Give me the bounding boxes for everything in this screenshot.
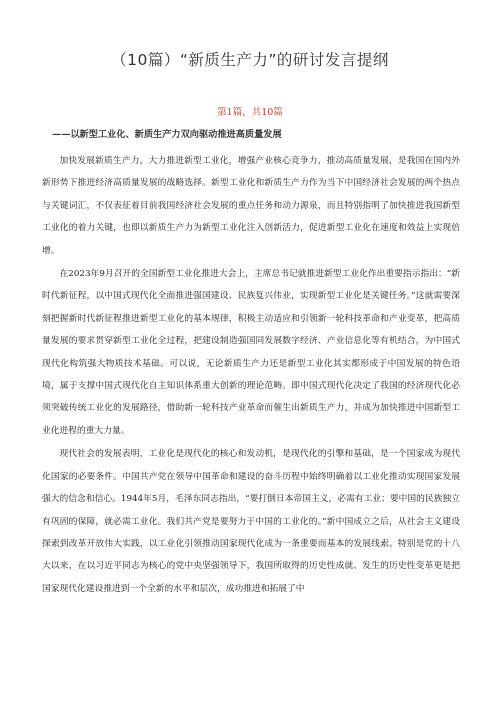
section-number: 第1篇，共10篇 bbox=[217, 107, 283, 118]
section-subtitle: ——以新型工业化、新质生产力双向驱动推进高质量发展 bbox=[52, 129, 282, 140]
document-body bbox=[42, 150, 460, 600]
document-title: （10篇）“新质生产力”的研讨发言提纲 bbox=[111, 51, 389, 69]
paragraph: 加快发展新质生产力，大力推进新型工业化，增强产业核心竞争力，推动高质量发展，是我国在国内外新形势下推进经济高质量发展的战略选择。新型工业化和新质生产力作为当下中国经济社会发展的两个热点与关键词汇，不仅表征着目前我国经济社会发展的重点任务和动力源泉，而且特别指明了加快推进我国新型工业化的着力关键，也即以新质生产力为新型工业化注入创新活力，促进新型工业化在速度和效益上实现倍增。 bbox=[42, 156, 460, 256]
paragraph: 在2023年9月召开的全国新型工业化推进大会上，主席总书记就推进新型工业化作出重要指示指出：“新时代新征程，以中国式现代化全面推进强国建设、民族复兴伟业，实现新型工业化是关键任务。”这就需要深刻把握新时代新征程推进新型工业化的基本规律，积极主动适应和引领新一轮科技革命和产业变革，把高质量发展的要求贯穿新型工业化全过程，把建设制造强国同发展数字经济、产业信息化等有机结合，为中国式现代化构筑强大物质技术基础。可以说，无论新质生产力还是新型工业化其实都形成于中国发展的特色语境，属于支撑中国式现代化自主知识体系重大创新的理论范畴。即中国式现代化决定了我国的经济现代化必须突破传统工业化的发展路径，借助新一轮科技产业革命而催生出新质生产力，并成为加快推进中国新型工业化进程的重大力量。 bbox=[42, 269, 460, 436]
paragraph: 现代社会的发展表明，工业化是现代化的核心和发动机，是现代化的引擎和基础，是一个国家成为现代化国家的必要条件。中国共产党在领导中国革命和建设的奋斗历程中始终明确着以工业化推动实现国家发展强大的信念和信心。1944年5月，毛泽东同志指出，“要打倒日本帝国主义，必需有工业；要中国的民族独立有巩固的保障，就必需工业化。我们共产党是要努力于中国的工业化的。”新中国成立之后，从社会主义建设探索到改革开放伟大实践，以工业化引领推动国家现代化成为一条重要而基本的发展线索。特别是党的十八大以来，在以习近平同志为核心的党中央坚强领导下，我国所取得的历史性成就、发生的历史性变革更是把国家现代化建设推进到一个全新的水平和层次，成功推进和拓展了中 bbox=[42, 449, 460, 594]
